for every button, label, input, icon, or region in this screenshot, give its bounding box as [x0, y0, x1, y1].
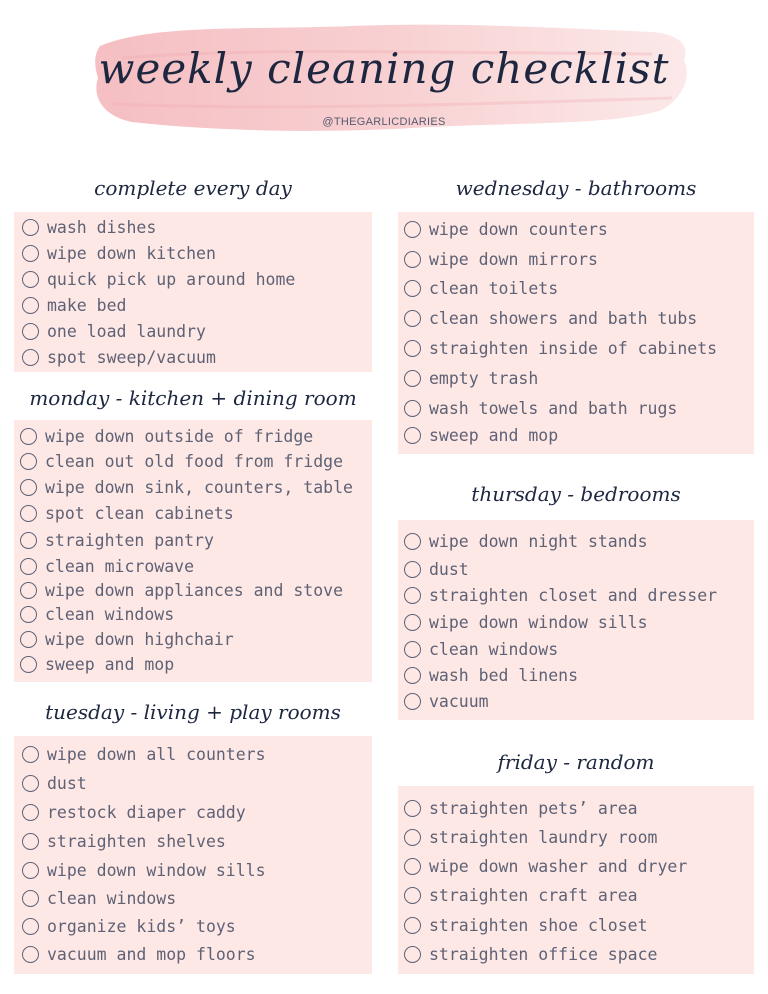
checklist-item[interactable]: wipe down window sills	[22, 858, 266, 882]
checklist-item[interactable]: clean out old food from fridge	[20, 449, 343, 473]
checklist-item[interactable]: wipe down appliances and stove	[20, 578, 343, 602]
checkbox-circle-icon[interactable]	[404, 251, 421, 268]
section-heading-thursday: thursday - bedrooms	[471, 482, 681, 506]
checklist-item[interactable]: wipe down night stands	[404, 529, 648, 553]
checkbox-circle-icon[interactable]	[404, 614, 421, 631]
checklist-item[interactable]: one load laundry	[22, 319, 206, 343]
section-everyday	[14, 212, 372, 372]
checkbox-circle-icon[interactable]	[20, 631, 37, 648]
checkbox-circle-icon[interactable]	[20, 532, 37, 549]
checklist-item[interactable]: wipe down mirrors	[404, 247, 598, 271]
checkbox-circle-icon[interactable]	[404, 858, 421, 875]
checkbox-circle-icon[interactable]	[22, 219, 39, 236]
checkbox-circle-icon[interactable]	[20, 428, 37, 445]
checklist-item[interactable]: clean windows	[20, 602, 174, 626]
section-heading-friday: friday - random	[497, 750, 655, 774]
checklist-item[interactable]: dust	[22, 771, 87, 795]
checkbox-circle-icon[interactable]	[404, 533, 421, 550]
checkbox-circle-icon[interactable]	[22, 862, 39, 879]
header	[0, 0, 768, 160]
checkbox-circle-icon[interactable]	[22, 918, 39, 935]
checklist-item[interactable]: wash towels and bath rugs	[404, 396, 677, 420]
checklist-item[interactable]: sweep and mop	[404, 423, 558, 447]
author-handle: @THEGARLICDIARIES	[322, 116, 446, 128]
checkbox-circle-icon[interactable]	[404, 829, 421, 846]
checkbox-circle-icon[interactable]	[22, 297, 39, 314]
checklist-item[interactable]: straighten closet and dresser	[404, 583, 717, 607]
section-friday	[398, 786, 754, 974]
checkbox-circle-icon[interactable]	[404, 400, 421, 417]
section-monday	[14, 420, 372, 682]
checklist-item[interactable]: spot clean cabinets	[20, 501, 234, 525]
section-tuesday	[14, 736, 372, 974]
checklist-item[interactable]: straighten shoe closet	[404, 913, 648, 937]
checklist-item[interactable]: wipe down outside of fridge	[20, 424, 313, 448]
checkbox-circle-icon[interactable]	[20, 558, 37, 575]
checklist-item[interactable]: wash dishes	[22, 215, 156, 239]
checkbox-circle-icon[interactable]	[22, 833, 39, 850]
section-heading-everyday: complete every day	[94, 176, 292, 200]
checklist-item[interactable]: wipe down kitchen	[22, 241, 216, 265]
checklist-item[interactable]: make bed	[22, 293, 126, 317]
section-heading-monday: monday - kitchen + dining room	[29, 386, 357, 410]
checkbox-circle-icon[interactable]	[22, 271, 39, 288]
checklist-item[interactable]: straighten laundry room	[404, 825, 657, 849]
checkbox-circle-icon[interactable]	[22, 746, 39, 763]
checklist-item[interactable]: vacuum	[404, 689, 489, 713]
checkbox-circle-icon[interactable]	[404, 887, 421, 904]
checkbox-circle-icon[interactable]	[20, 453, 37, 470]
checkbox-circle-icon[interactable]	[404, 370, 421, 387]
checklist-item[interactable]: wash bed linens	[404, 663, 578, 687]
checklist-item[interactable]: organize kids’ toys	[22, 914, 236, 938]
section-thursday	[398, 520, 754, 720]
checkbox-circle-icon[interactable]	[22, 775, 39, 792]
checklist-item[interactable]: wipe down counters	[404, 217, 608, 241]
checklist-item[interactable]: straighten craft area	[404, 883, 638, 907]
checklist-item[interactable]: vacuum and mop floors	[22, 942, 256, 966]
checkbox-circle-icon[interactable]	[404, 667, 421, 684]
checklist-item[interactable]: wipe down window sills	[404, 610, 648, 634]
checkbox-circle-icon[interactable]	[22, 890, 39, 907]
checklist-item[interactable]: straighten inside of cabinets	[404, 336, 717, 360]
checkbox-circle-icon[interactable]	[22, 349, 39, 366]
checkbox-circle-icon[interactable]	[404, 946, 421, 963]
checkbox-circle-icon[interactable]	[404, 693, 421, 710]
checklist-item[interactable]: clean windows	[404, 637, 558, 661]
checkbox-circle-icon[interactable]	[404, 587, 421, 604]
checklist-item[interactable]: straighten office space	[404, 942, 657, 966]
section-heading-tuesday: tuesday - living + play rooms	[45, 700, 341, 724]
checkbox-circle-icon[interactable]	[22, 323, 39, 340]
checklist-item[interactable]: wipe down sink, counters, table	[20, 475, 353, 499]
checklist-item[interactable]: wipe down all counters	[22, 742, 266, 766]
checkbox-circle-icon[interactable]	[404, 800, 421, 817]
checklist-item[interactable]: sweep and mop	[20, 652, 174, 676]
checklist-item[interactable]: clean toilets	[404, 276, 558, 300]
checklist-item[interactable]: quick pick up around home	[22, 267, 295, 291]
checklist-item[interactable]: straighten pets’ area	[404, 796, 638, 820]
checklist-item[interactable]: clean windows	[22, 886, 176, 910]
checkbox-circle-icon[interactable]	[404, 221, 421, 238]
section-heading-wednesday: wednesday - bathrooms	[455, 176, 697, 200]
checkbox-circle-icon[interactable]	[20, 656, 37, 673]
checkbox-circle-icon[interactable]	[22, 245, 39, 262]
checkbox-circle-icon[interactable]	[404, 280, 421, 297]
checklist-item[interactable]: spot sweep/vacuum	[22, 345, 216, 369]
checkbox-circle-icon[interactable]	[404, 917, 421, 934]
checkbox-circle-icon[interactable]	[22, 804, 39, 821]
checklist-item[interactable]: empty trash	[404, 366, 538, 390]
checklist-item[interactable]: wipe down highchair	[20, 627, 234, 651]
checkbox-circle-icon[interactable]	[404, 310, 421, 327]
checklist-item[interactable]: wipe down washer and dryer	[404, 854, 687, 878]
checklist-item[interactable]: clean showers and bath tubs	[404, 306, 697, 330]
checklist-item[interactable]: restock diaper caddy	[22, 800, 246, 824]
checkbox-circle-icon[interactable]	[404, 427, 421, 444]
checkbox-circle-icon[interactable]	[404, 561, 421, 578]
checkbox-circle-icon[interactable]	[22, 946, 39, 963]
checklist-item[interactable]: straighten pantry	[20, 528, 214, 552]
checkbox-circle-icon[interactable]	[404, 340, 421, 357]
checkbox-circle-icon[interactable]	[404, 641, 421, 658]
checkbox-circle-icon[interactable]	[20, 479, 37, 496]
checklist-item[interactable]: clean microwave	[20, 554, 194, 578]
page-title: weekly cleaning checklist	[98, 44, 670, 93]
checkbox-circle-icon[interactable]	[20, 505, 37, 522]
checkbox-circle-icon[interactable]	[20, 582, 37, 599]
checklist-item[interactable]: dust	[404, 557, 469, 581]
checklist-item[interactable]: straighten shelves	[22, 829, 226, 853]
checkbox-circle-icon[interactable]	[20, 606, 37, 623]
section-wednesday	[398, 212, 754, 454]
